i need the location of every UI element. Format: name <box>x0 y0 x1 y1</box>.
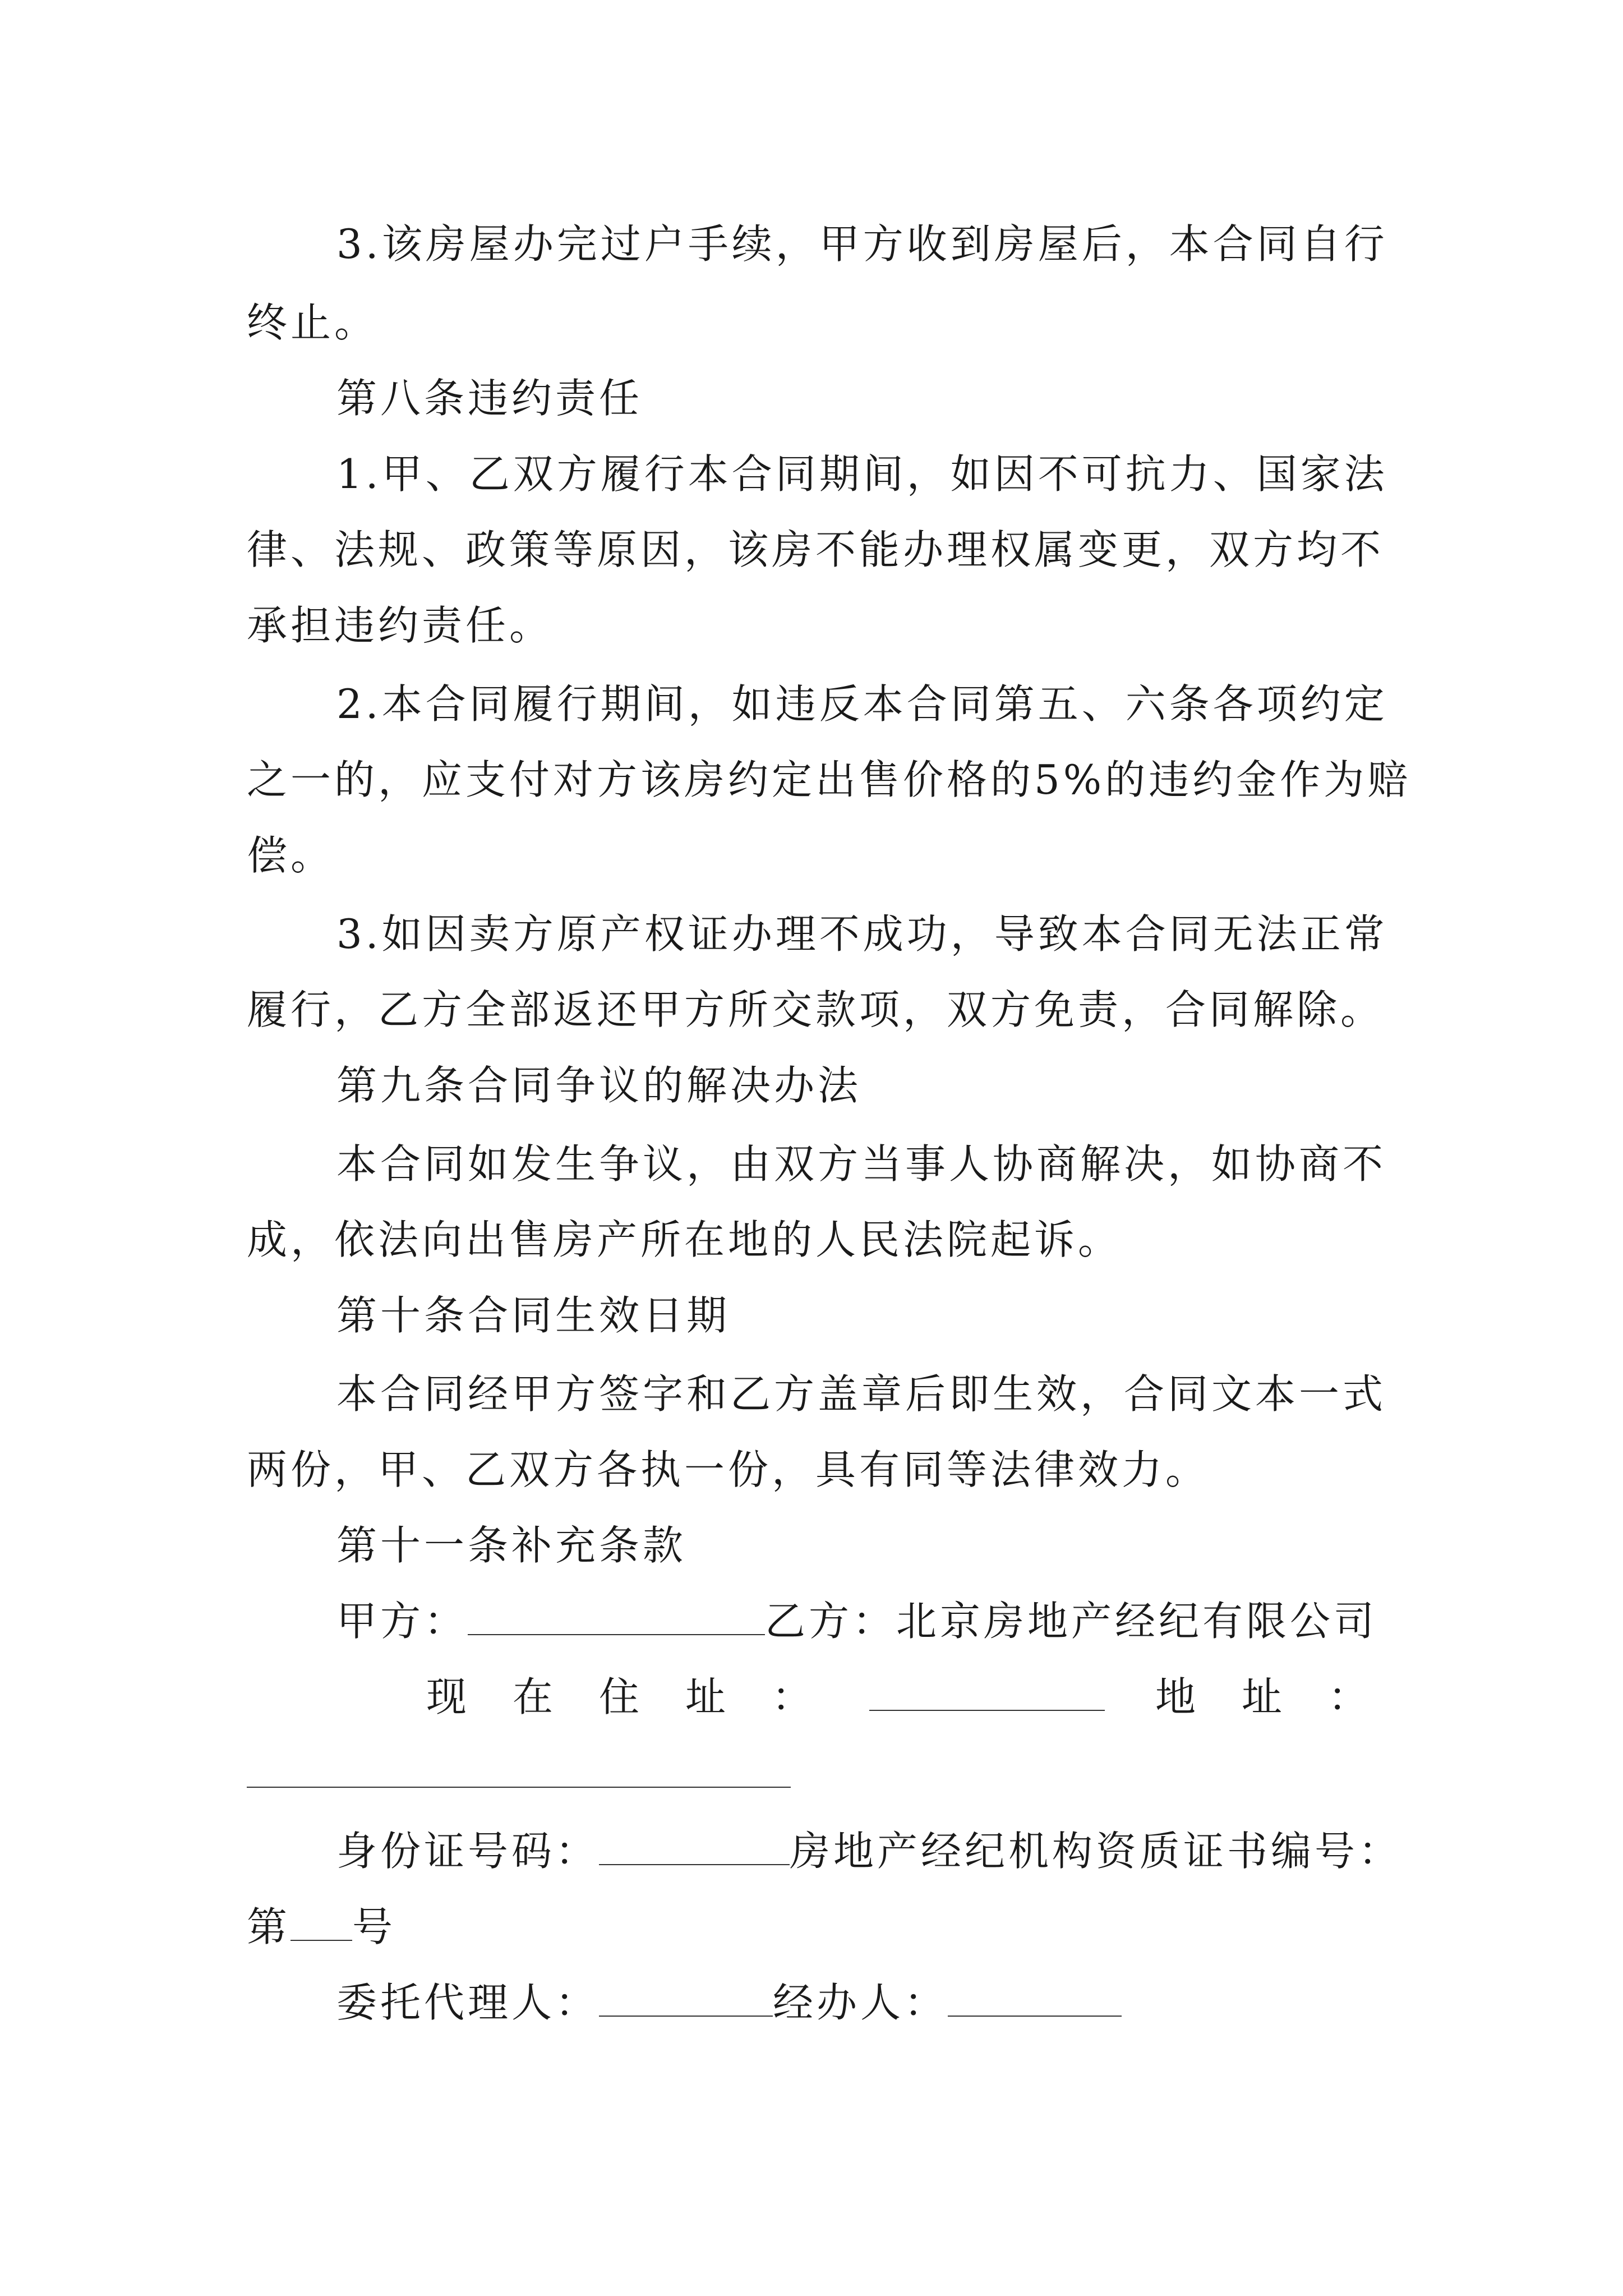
paragraph-line: 成，依法向出售房产所在地的人民法院起诉。 <box>247 1216 1122 1263</box>
section-heading: 第十一条补充条款 <box>336 1522 687 1569</box>
cert-number-blank[interactable] <box>291 1904 352 1941</box>
section-heading: 第十条合同生效日期 <box>336 1292 731 1339</box>
paragraph-line: 偿。 <box>247 832 335 879</box>
paragraph-line: 1.甲、乙双方履行本合同期间，如因不可抗力、国家法 <box>336 450 1388 498</box>
address-blank[interactable] <box>869 1674 1105 1711</box>
paragraph-line: 本合同经甲方签字和乙方盖章后即生效，合同文本一式 <box>336 1370 1387 1418</box>
section-heading: 第八条违约责任 <box>336 375 643 422</box>
section-heading: 第九条合同争议的解决办法 <box>336 1062 862 1109</box>
address-underline[interactable] <box>247 1787 791 1788</box>
agent-row <box>336 1977 1122 2028</box>
paragraph-line: 两份，甲、乙双方各执一份，具有同等法律效力。 <box>247 1446 1210 1493</box>
cert-number-row <box>247 1902 396 1952</box>
handler-blank[interactable] <box>948 1980 1122 2017</box>
agent-blank[interactable] <box>599 1980 773 2017</box>
id-label: 身份证号码： <box>336 1828 600 1875</box>
party-a-blank[interactable] <box>468 1598 765 1635</box>
paragraph-line: 承担违约责任。 <box>247 602 554 649</box>
cert-suffix: 号 <box>352 1903 396 1950</box>
paragraph-line: 3.如因卖方原产权证办理不成功，导致本合同无法正常 <box>336 910 1388 958</box>
address2-label: 地址： <box>1155 1673 1415 1720</box>
party-a-label: 甲方： <box>336 1598 468 1645</box>
cert-label: 房地产经纪机构资质证书编号： <box>790 1828 1403 1875</box>
address-label: 现在住址： <box>426 1673 859 1720</box>
paragraph-line: 2.本合同履行期间，如违反本合同第五、六条各项约定 <box>336 680 1388 728</box>
party-b-label: 乙方：北京房地产经纪有限公司 <box>765 1598 1378 1645</box>
agent-label: 委托代理人： <box>336 1979 600 2026</box>
cert-prefix: 第 <box>247 1903 291 1950</box>
id-row <box>336 1826 1402 1876</box>
paragraph-line: 之一的，应支付对方该房约定出售价格的5%的违约金作为赔 <box>247 756 1412 803</box>
paragraph-line: 本合同如发生争议，由双方当事人协商解决，如协商不 <box>336 1140 1387 1188</box>
handler-label: 经办人： <box>773 1979 948 2026</box>
paragraph-line: 履行，乙方全部返还甲方所交款项，双方免责，合同解除。 <box>247 986 1385 1033</box>
id-blank[interactable] <box>599 1828 790 1865</box>
paragraph-line: 3.该房屋办完过户手续，甲方收到房屋后，本合同自行 <box>336 220 1388 268</box>
signature-row-parties <box>336 1596 1377 1646</box>
paragraph-line: 终止。 <box>247 299 379 346</box>
paragraph-line: 律、法规、政策等原因，该房不能办理权属变更，双方均不 <box>247 526 1385 573</box>
address-row <box>426 1672 1414 1722</box>
